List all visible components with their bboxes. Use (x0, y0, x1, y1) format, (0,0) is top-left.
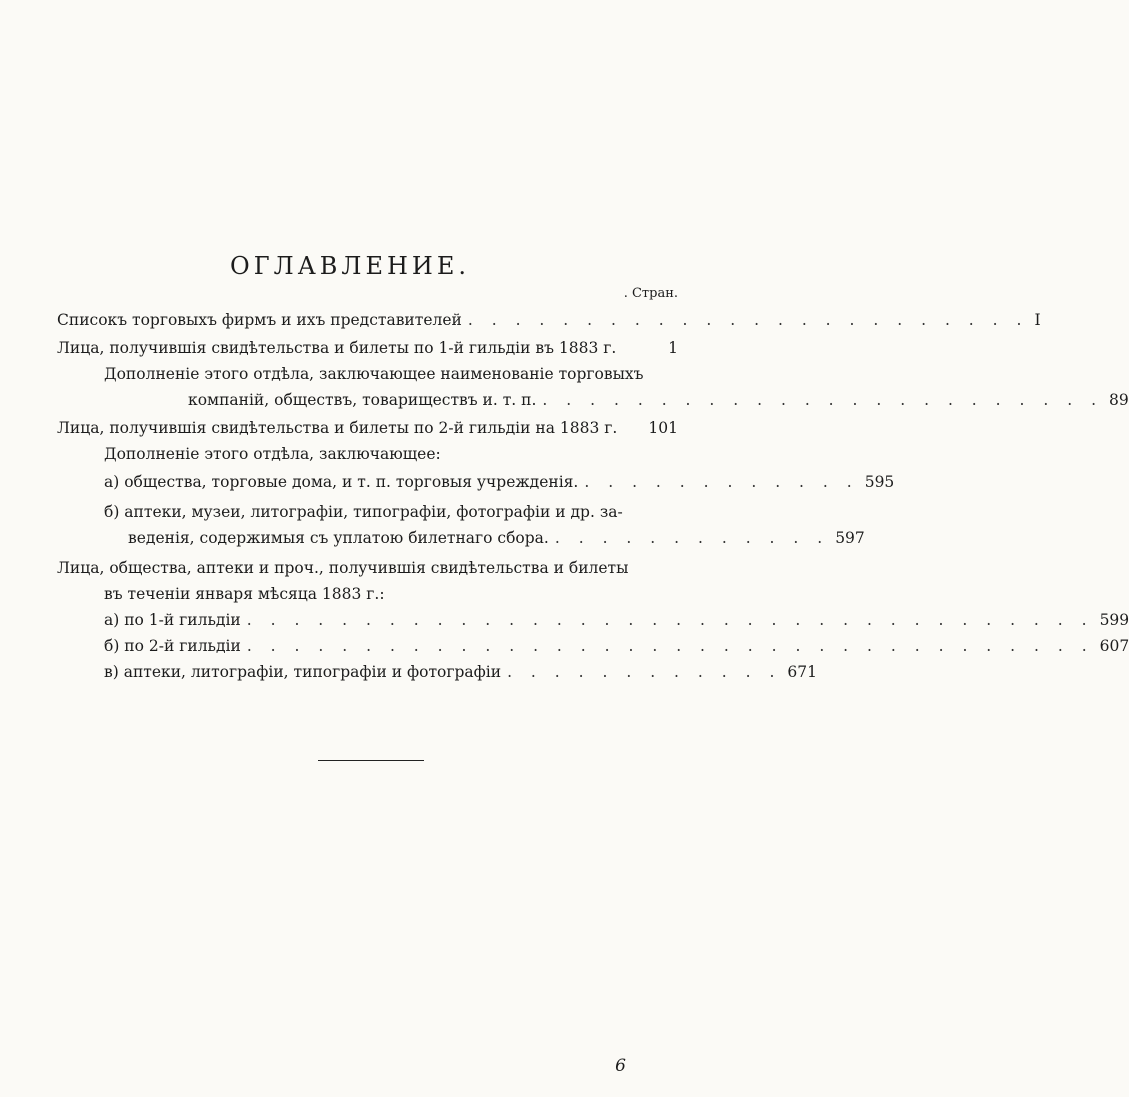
toc-entry-continuation: б) аптеки, музеи, литографіи, типографіи, фотографіи и др. за- (104, 503, 623, 521)
toc-entry-continuation: въ теченіи января мѣсяца 1883 г.: (104, 585, 385, 603)
page-column-header: . Стран. (623, 286, 678, 301)
toc-entry-text: б) по 2-й гильдіи (104, 637, 241, 655)
toc-entry-text: а) общества, торговые дома, и т. п. торговыя учрежденія. (104, 473, 579, 491)
toc-entry-continuation: Дополненіе этого отдѣла, заключающее: (104, 445, 441, 463)
toc-page-number: 1 (668, 339, 678, 357)
divider-rule (318, 760, 424, 761)
toc-entry-societies (104, 470, 895, 494)
toc-page-number: 671 (787, 663, 817, 681)
toc-entry-guild-1 (57, 336, 678, 360)
leader-dots: . . . . . . . . . . . . (554, 529, 830, 547)
toc-page-number: 101 (648, 419, 678, 437)
toc-entry-text: в) аптеки, литографіи, типографіи и фотографіи (104, 663, 502, 681)
toc-page-number: I (1034, 311, 1041, 329)
toc-entry-companies (188, 388, 1129, 412)
toc-entry-continuation: Дополненіе этого отдѣла, заключающее наименованіе торговыхъ (104, 365, 644, 383)
toc-entry-text: Лица, получившія свидѣтельства и билеты по 2-й гильдіи на 1883 г. (57, 419, 618, 437)
leader-dots: . . . . . . . . . . . . . . . . . . . . . . . . (542, 391, 1103, 409)
toc-page-number: 597 (835, 529, 865, 547)
toc-entry-january-pharmacies (104, 660, 817, 684)
toc-page-number: 595 (864, 473, 895, 491)
toc-entry-january-guild-1 (104, 608, 1129, 632)
leader-dots: . . . . . . . . . . . . . . . . . . . . . . . . (467, 311, 1029, 329)
leader-dots: . . . . . . . . . . . . . . . . . . . . . . . . . . . . . . . . . . . . (246, 611, 1094, 629)
toc-entry-firms (57, 308, 1041, 332)
toc-page-number: 607 (1099, 637, 1129, 655)
toc-entry-text: Списокъ торговыхъ фирмъ и ихъ представителей (57, 311, 462, 329)
toc-entry-text: Лица, получившія свидѣтельства и билеты по 1-й гильдіи въ 1883 г. (57, 339, 617, 357)
toc-entry-january: Лица, общества, аптеки и проч., получившія свидѣтельства и билеты (57, 559, 629, 577)
leader-dots: . . . . . . . . . . . . (584, 473, 859, 491)
toc-entry-text: а) по 1-й гильдіи (104, 611, 241, 629)
toc-page-number: 599 (1099, 611, 1129, 629)
leader-dots: . . . . . . . . . . . . . . . . . . . . . . . . . . . . . . . . . . . . (246, 637, 1094, 655)
toc-page-number: 89 (1109, 391, 1129, 409)
toc-entry-january-guild-2 (104, 634, 1129, 658)
toc-entry-text: компаній, обществъ, товариществъ и. т. п. (188, 391, 537, 409)
signature-mark: 6 (615, 1056, 626, 1076)
leader-dots: . . . . . . . . . . . . (507, 663, 782, 681)
toc-entry-guild-2 (57, 416, 678, 440)
page-title: ОГЛАВЛЕНИЕ. (230, 252, 470, 280)
toc-entry-pharmacies (128, 526, 865, 550)
toc-entry-text: веденія, содержимыя съ уплатою билетнаго сбора. (128, 529, 549, 547)
